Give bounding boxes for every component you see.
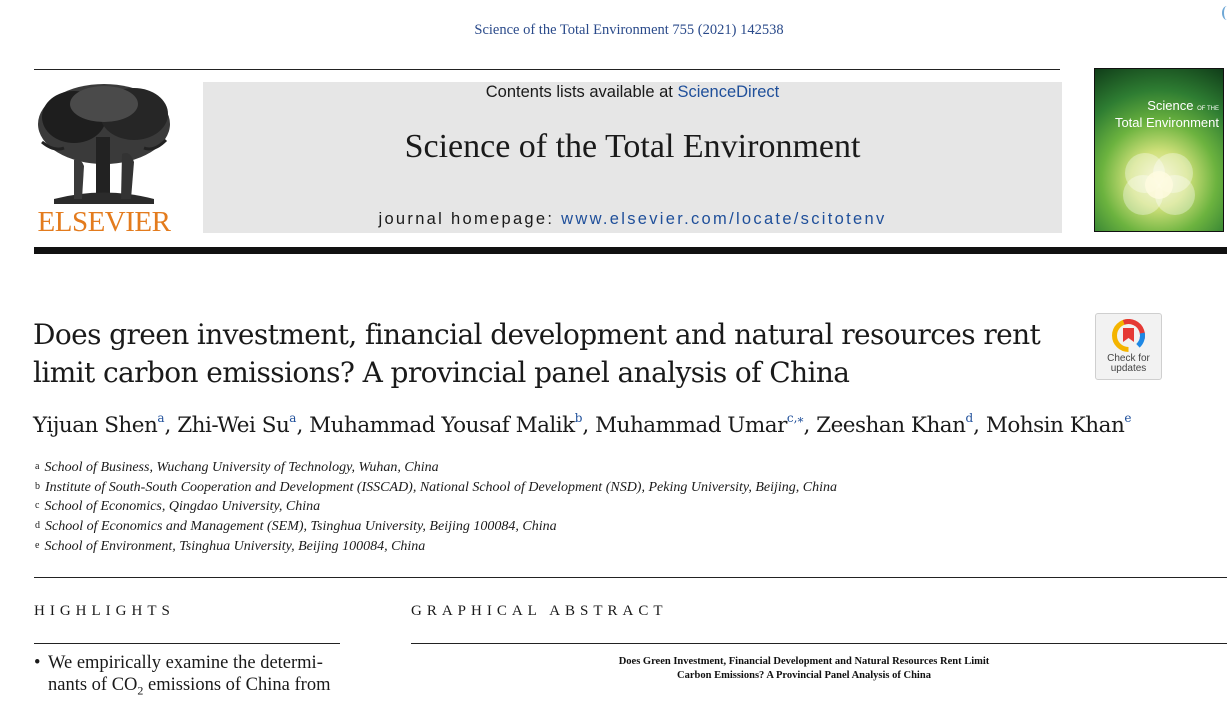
edge-mark [1222,6,1227,20]
contents-line [203,83,1062,102]
affiliation-item [35,458,1135,478]
affiliation-text: School of Economics, Qingdao University, China [44,499,321,515]
homepage-link[interactable]: www.elsevier.com/locate/scitotenv [561,210,887,228]
graphical-abstract-rule [411,643,1227,644]
highlight-bullet [34,653,344,702]
affiliation-list [35,458,1135,557]
author-affiliation-ref[interactable]: d [965,411,974,425]
graphical-abstract-title-line1: Does Green Investment, Financial Development and Natural Resources Rent Limit [618,656,990,667]
section-rule [34,577,1227,578]
affiliation-text: School of Environment, Tsinghua University, Beijing 100084, China [44,538,426,554]
author-separator: , [973,413,986,438]
highlight-line2-pre: nants of CO [48,674,138,695]
article-title-line2: limit carbon emissions? A provincial panel analysis of China [33,356,850,389]
author-affiliation-ref[interactable]: c,⁎ [786,411,804,425]
author-separator: , [582,413,596,438]
author-separator: , [296,413,310,438]
author-list [33,413,1227,438]
header-rule [34,69,1060,70]
graphical-abstract-heading: GRAPHICAL ABSTRACT [411,603,668,619]
publisher-name: ELSEVIER [37,206,171,238]
affiliation-key: e [35,539,40,551]
graphical-abstract-title-line2: Carbon Emissions? A Provincial Panel Analysis of China [677,670,931,681]
affiliation-key: b [35,480,40,492]
cover-title-line2: Total Environment [1114,115,1219,130]
affiliation-key: c [35,500,40,512]
header-thick-rule [34,247,1227,254]
sciencedirect-link[interactable]: ScienceDirect [677,83,780,101]
check-updates-label [1096,354,1161,373]
cover-title-line1: Science [1147,98,1194,113]
cover-title-small: OF THE [1197,106,1219,112]
check-updates-line2: updates [1110,362,1147,374]
affiliation-item [35,517,1135,537]
highlight-line1 [34,653,344,675]
affiliation-item [35,537,1135,557]
author-name[interactable]: Zeeshan Khan [816,413,966,438]
journal-citation: Science of the Total Environment 755 (2021) 142538 [474,22,784,38]
affiliation-text: School of Economics and Management (SEM), Tsinghua University, Beijing 100084, China [45,519,557,535]
bullet-icon: • [34,653,41,673]
author-name[interactable]: Muhammad Yousaf Malik [309,413,575,438]
author-name[interactable]: Yijuan Shen [33,413,158,438]
author-name[interactable]: Zhi-Wei Su [177,413,290,438]
affiliation-item [35,478,1135,498]
journal-cover[interactable] [1094,68,1224,232]
author-separator: , [164,413,178,438]
check-for-updates-button[interactable] [1095,313,1162,380]
author-affiliation-ref[interactable]: a [157,411,165,425]
contents-prefix: Contents lists available at [485,83,678,101]
highlight-line2 [34,675,344,702]
author-affiliation-ref[interactable]: b [574,411,583,425]
highlight-line2-post: emissions of China from [143,674,331,695]
cover-flower-graphic [1117,147,1201,219]
affiliation-text: Institute of South-South Cooperation and Development (ISSCAD), National School of Development (NSD), Peking University, Beijing, China [45,479,838,495]
journal-title: Science of the Total Environment [404,128,861,165]
highlight-line2-sub: 2 [137,683,144,698]
highlights-heading: HIGHLIGHTS [34,603,175,619]
author-separator: , [803,413,817,438]
author-affiliation-ref[interactable]: a [289,411,297,425]
check-updates-line1: Check for [1107,353,1150,364]
author-name[interactable]: Muhammad Umar [595,413,787,438]
cover-title [1095,99,1219,129]
affiliation-item [35,497,1135,517]
affiliation-key: d [35,520,40,532]
affiliation-key: a [35,461,40,472]
affiliation-text: School of Business, Wuchang University of Technology, Wuhan, China [44,460,439,475]
highlight-line1-text: We empirically examine the determi- [48,653,323,673]
article-title-line1: Does green investment, financial development and natural resources rent [33,318,1041,351]
graphical-abstract-title [411,655,1197,683]
author-affiliation-ref[interactable]: e [1124,411,1132,425]
check-updates-icon [1112,319,1145,352]
homepage-prefix: journal homepage: [378,210,562,228]
journal-homepage [203,210,1062,229]
article-title [33,316,1073,392]
highlights-rule [34,643,340,644]
author-name[interactable]: Mohsin Khan [985,413,1125,438]
